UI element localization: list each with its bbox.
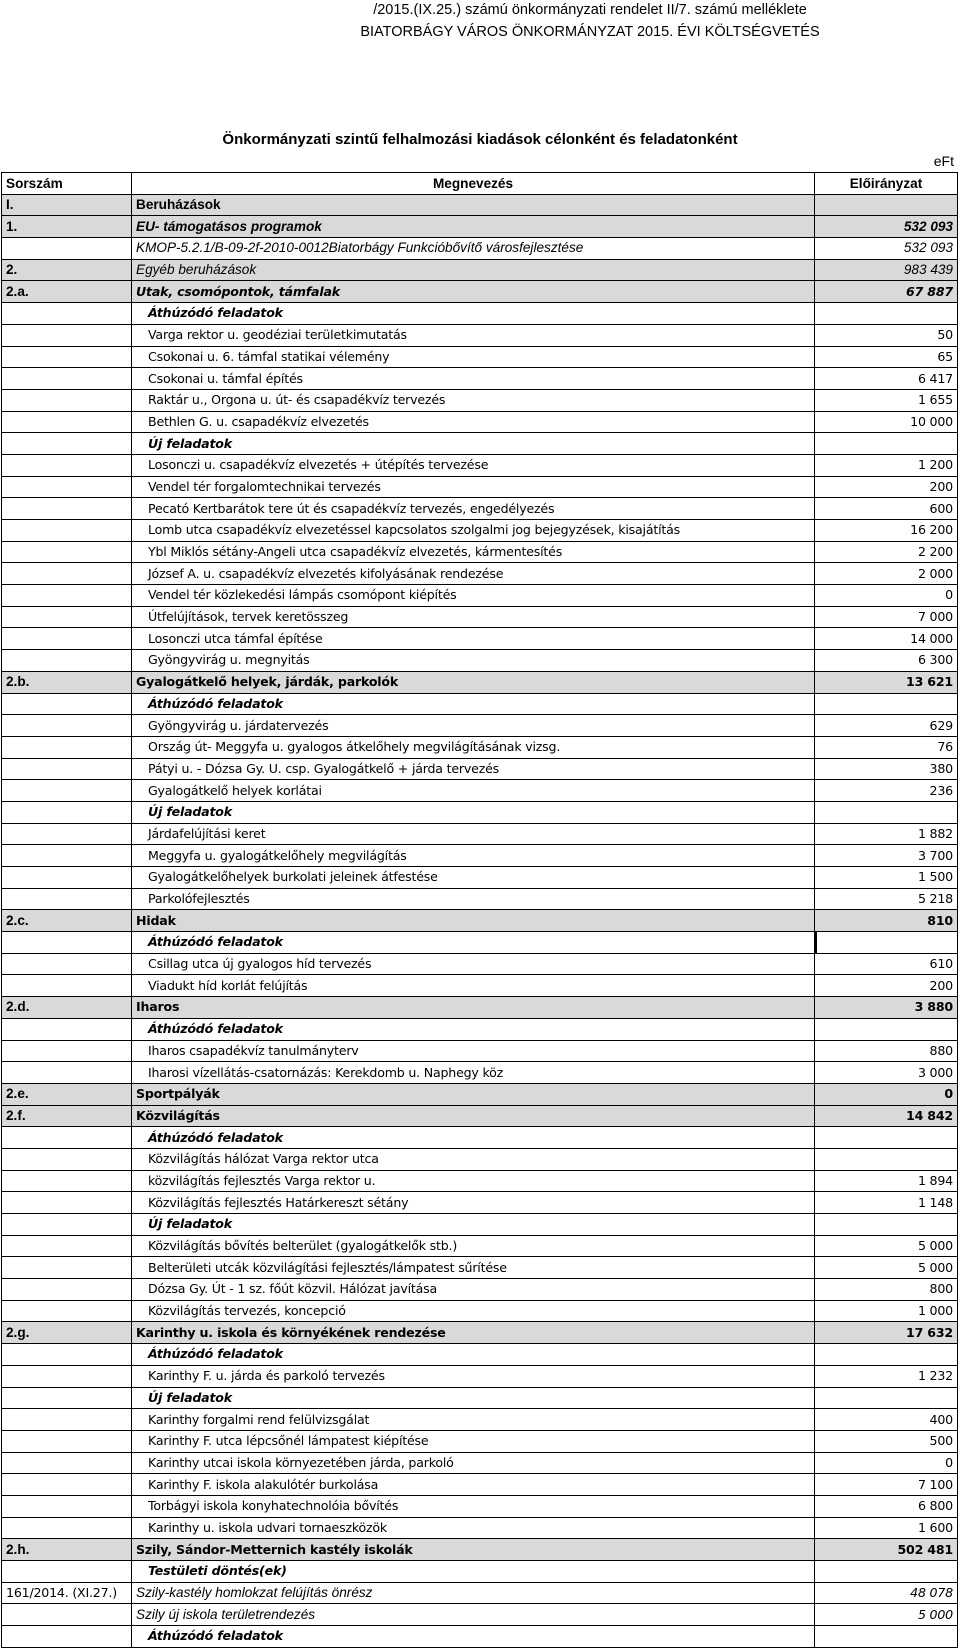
table-row [2, 1582, 958, 1604]
table-row [2, 324, 958, 346]
column-header-code: Sorszám [2, 173, 132, 195]
row-amount [815, 1018, 958, 1040]
row-name: Csillag utca új gyalogos híd tervezés [132, 953, 815, 975]
table-row [2, 867, 958, 889]
row-code: 2.f. [2, 1105, 132, 1127]
row-amount: 532 093 [815, 216, 958, 238]
table-row [2, 541, 958, 563]
table-row [2, 1170, 958, 1192]
table-row [2, 1604, 958, 1626]
row-amount [815, 1561, 958, 1583]
row-amount: 0 [815, 585, 958, 607]
row-name: Hidak [132, 910, 815, 932]
table-row [2, 1365, 958, 1387]
row-amount: 500 [815, 1430, 958, 1452]
row-name: Szily, Sándor-Metternich kastély iskolák [132, 1539, 815, 1561]
header-budget-line: BIATORBÁGY VÁROS ÖNKORMÁNYZAT 2015. ÉVI KÖLTSÉGVETÉS [360, 24, 820, 40]
table-row [2, 1018, 958, 1040]
row-name: Áthúzódó feladatok [132, 303, 815, 325]
table-row [2, 303, 958, 325]
row-code: 161/2014. (XI.27.) [2, 1582, 132, 1604]
row-amount: 600 [815, 498, 958, 520]
row-name: Bethlen G. u. csapadékvíz elvezetés [132, 411, 815, 433]
row-amount: 3 880 [815, 997, 958, 1019]
table-row [2, 1474, 958, 1496]
row-name: Közvilágítás hálózat Varga rektor utca [132, 1148, 815, 1170]
table-row [2, 1127, 958, 1149]
table-row [2, 1062, 958, 1084]
table-row [2, 1409, 958, 1431]
row-amount: 1 200 [815, 454, 958, 476]
table-row [2, 780, 958, 802]
row-amount: 10 000 [815, 411, 958, 433]
row-code: 1. [2, 216, 132, 238]
row-name: Karinthy u. iskola és környékének rendezése [132, 1322, 815, 1344]
table-row [2, 411, 958, 433]
row-code [2, 411, 132, 433]
row-code [2, 541, 132, 563]
row-amount: 67 887 [815, 281, 958, 303]
table-row [2, 693, 958, 715]
cell-border-mark [815, 932, 817, 953]
row-amount: 502 481 [815, 1539, 958, 1561]
row-amount: 1 232 [815, 1365, 958, 1387]
row-amount: 48 078 [815, 1582, 958, 1604]
row-name: Beruházások [132, 194, 815, 216]
row-code [2, 238, 132, 260]
row-amount: 65 [815, 346, 958, 368]
row-code [2, 1018, 132, 1040]
row-code [2, 1430, 132, 1452]
row-name: EU- támogatásos programok [132, 216, 815, 238]
row-amount [815, 801, 958, 823]
table-row [2, 1517, 958, 1539]
row-amount: 6 800 [815, 1495, 958, 1517]
table-row [2, 932, 958, 954]
table-row [2, 1430, 958, 1452]
row-name: József A. u. csapadékvíz elvezetés kifolyásának rendezése [132, 563, 815, 585]
row-name: Útfelújítások, tervek keretösszeg [132, 606, 815, 628]
row-code [2, 953, 132, 975]
row-amount: 1 600 [815, 1517, 958, 1539]
row-name: Pátyi u. - Dózsa Gy. U. csp. Gyalogátkelő + járda tervezés [132, 758, 815, 780]
row-code [2, 1517, 132, 1539]
row-amount [815, 1626, 958, 1648]
row-code [2, 1604, 132, 1626]
row-code [2, 1279, 132, 1301]
row-name: Iharosi vízellátás-csatornázás: Kerekdomb u. Naphegy köz [132, 1062, 815, 1084]
row-code [2, 715, 132, 737]
table-row [2, 801, 958, 823]
table-row [2, 1083, 958, 1105]
row-amount [815, 1387, 958, 1409]
row-code [2, 498, 132, 520]
row-amount [815, 693, 958, 715]
row-code [2, 520, 132, 542]
table-row [2, 216, 958, 238]
table-row [2, 1344, 958, 1366]
row-amount: 2 000 [815, 563, 958, 585]
row-amount: 810 [815, 910, 958, 932]
row-name: Vendel tér közlekedési lámpás csomópont kiépítés [132, 585, 815, 607]
table-row [2, 585, 958, 607]
row-amount: 1 500 [815, 867, 958, 889]
table-header-row [2, 173, 958, 195]
row-name: Szily új iskola területrendezés [132, 1604, 815, 1626]
row-name: Áthúzódó feladatok [132, 693, 815, 715]
row-amount: 800 [815, 1279, 958, 1301]
row-amount [815, 194, 958, 216]
row-name: Áthúzódó feladatok [132, 1626, 815, 1648]
row-code [2, 1148, 132, 1170]
row-amount: 3 700 [815, 845, 958, 867]
table-row [2, 1561, 958, 1583]
row-code: I. [2, 194, 132, 216]
row-code [2, 1300, 132, 1322]
row-code: 2.a. [2, 281, 132, 303]
row-amount: 610 [815, 953, 958, 975]
table-row [2, 650, 958, 672]
row-name: Új feladatok [132, 1387, 815, 1409]
row-code [2, 1409, 132, 1431]
row-amount [815, 932, 958, 954]
row-name: Dózsa Gy. Út - 1 sz. főút közvil. Hálózat javítása [132, 1279, 815, 1301]
row-code [2, 1192, 132, 1214]
column-header-amount: Előirányzat [815, 173, 958, 195]
row-name: Gyalogátkelőhelyek burkolati jeleinek átfestése [132, 867, 815, 889]
row-name: Áthúzódó feladatok [132, 1018, 815, 1040]
row-code [2, 823, 132, 845]
row-amount: 5 218 [815, 888, 958, 910]
table-row [2, 1626, 958, 1648]
row-code [2, 1495, 132, 1517]
row-name: Áthúzódó feladatok [132, 1127, 815, 1149]
table-row [2, 346, 958, 368]
row-name: Ország út- Meggyfa u. gyalogos átkelőhely megvilágításának vizsg. [132, 736, 815, 758]
row-name: Utak, csomópontok, támfalak [132, 281, 815, 303]
row-code [2, 932, 132, 954]
row-code [2, 1344, 132, 1366]
row-code [2, 758, 132, 780]
row-code: 2.g. [2, 1322, 132, 1344]
table-row [2, 1452, 958, 1474]
row-name: Karinthy u. iskola udvari tornaeszközök [132, 1517, 815, 1539]
row-name: Vendel tér forgalomtechnikai tervezés [132, 476, 815, 498]
row-code [2, 736, 132, 758]
table-row [2, 628, 958, 650]
row-code [2, 801, 132, 823]
row-name: Közvilágítás tervezés, koncepció [132, 1300, 815, 1322]
row-amount: 1 000 [815, 1300, 958, 1322]
row-name: Csokonai u. támfal építés [132, 368, 815, 390]
row-amount: 0 [815, 1452, 958, 1474]
row-code [2, 1062, 132, 1084]
table-body [2, 194, 958, 1647]
row-code [2, 650, 132, 672]
row-amount: 14 842 [815, 1105, 958, 1127]
row-name: Belterületi utcák közvilágítási fejlesztés/lámpatest sűrítése [132, 1257, 815, 1279]
table-row [2, 1148, 958, 1170]
table-row [2, 606, 958, 628]
row-code: 2.c. [2, 910, 132, 932]
row-amount: 5 000 [815, 1257, 958, 1279]
row-amount: 76 [815, 736, 958, 758]
row-code [2, 1257, 132, 1279]
row-amount: 983 439 [815, 259, 958, 281]
row-name: Iharos [132, 997, 815, 1019]
row-code [2, 1452, 132, 1474]
row-code [2, 389, 132, 411]
row-amount: 5 000 [815, 1235, 958, 1257]
table-row [2, 910, 958, 932]
table-row [2, 1192, 958, 1214]
row-name: Áthúzódó feladatok [132, 1344, 815, 1366]
row-code [2, 606, 132, 628]
table-row [2, 671, 958, 693]
row-amount [815, 303, 958, 325]
table-row [2, 997, 958, 1019]
table-row [2, 975, 958, 997]
row-amount: 200 [815, 975, 958, 997]
row-name: Parkolófejlesztés [132, 888, 815, 910]
table-row [2, 454, 958, 476]
row-code [2, 585, 132, 607]
column-header-name: Megnevezés [132, 173, 815, 195]
row-name: Új feladatok [132, 801, 815, 823]
row-code [2, 1127, 132, 1149]
row-code [2, 780, 132, 802]
row-code [2, 845, 132, 867]
row-code: 2.h. [2, 1539, 132, 1561]
table-row [2, 1300, 958, 1322]
row-code [2, 888, 132, 910]
table-row [2, 238, 958, 260]
table-row [2, 433, 958, 455]
row-name: KMOP-5.2.1/B-09-2f-2010-0012Biatorbágy Funkcióbővítő városfejlesztése [132, 238, 815, 260]
row-name: Karinthy F. utca lépcsőnél lámpatest kiépítése [132, 1430, 815, 1452]
row-name: Közvilágítás bővítés belterület (gyalogátkelők stb.) [132, 1235, 815, 1257]
row-name: Új feladatok [132, 433, 815, 455]
row-code [2, 1561, 132, 1583]
row-code [2, 1474, 132, 1496]
row-code [2, 1214, 132, 1236]
row-name: Testületi döntés(ek) [132, 1561, 815, 1583]
row-code: 2.d. [2, 997, 132, 1019]
row-code [2, 1170, 132, 1192]
row-amount: 16 200 [815, 520, 958, 542]
table-row [2, 1322, 958, 1344]
row-name: Karinthy forgalmi rend felülvizsgálat [132, 1409, 815, 1431]
row-name: Karinthy F. u. járda és parkoló tervezés [132, 1365, 815, 1387]
row-code [2, 563, 132, 585]
row-name: Losonczi u. csapadékvíz elvezetés + útépítés tervezése [132, 454, 815, 476]
table-row [2, 845, 958, 867]
row-code [2, 867, 132, 889]
table-row [2, 1214, 958, 1236]
row-amount: 7 100 [815, 1474, 958, 1496]
budget-table [1, 172, 958, 1648]
row-code [2, 368, 132, 390]
row-name: Lomb utca csapadékvíz elvezetéssel kapcsolatos szolgalmi jog bejegyzések, kisajátítás [132, 520, 815, 542]
row-amount [815, 1214, 958, 1236]
table-row [2, 520, 958, 542]
row-amount: 17 632 [815, 1322, 958, 1344]
row-code: 2. [2, 259, 132, 281]
row-name: Torbágyi iskola konyhatechnolóia bővítés [132, 1495, 815, 1517]
row-name: Közvilágítás fejlesztés Határkereszt sétány [132, 1192, 815, 1214]
table-row [2, 563, 958, 585]
row-amount: 13 621 [815, 671, 958, 693]
row-amount: 7 000 [815, 606, 958, 628]
row-amount: 880 [815, 1040, 958, 1062]
row-amount: 380 [815, 758, 958, 780]
row-code [2, 1626, 132, 1648]
row-amount [815, 433, 958, 455]
row-code [2, 433, 132, 455]
row-name: Iharos csapadékvíz tanulmányterv [132, 1040, 815, 1062]
table-row [2, 1257, 958, 1279]
row-name: Gyöngyvirág u. járdatervezés [132, 715, 815, 737]
row-name: Csokonai u. 6. támfal statikai vélemény [132, 346, 815, 368]
row-name: Új feladatok [132, 1214, 815, 1236]
row-name: Pecató Kertbarátok tere út és csapadékvíz tervezés, engedélyezés [132, 498, 815, 520]
table-row [2, 715, 958, 737]
row-code [2, 1235, 132, 1257]
row-amount: 1 148 [815, 1192, 958, 1214]
row-code [2, 1040, 132, 1062]
table-row [2, 1279, 958, 1301]
row-amount: 200 [815, 476, 958, 498]
row-amount: 2 200 [815, 541, 958, 563]
row-amount: 1 882 [815, 823, 958, 845]
table-row [2, 758, 958, 780]
row-name: Sportpályák [132, 1083, 815, 1105]
row-amount: 400 [815, 1409, 958, 1431]
row-amount: 6 417 [815, 368, 958, 390]
row-code: 2.b. [2, 671, 132, 693]
table-row [2, 1539, 958, 1561]
page-title: Önkormányzati szintű felhalmozási kiadások célonként és feladatonként [222, 131, 738, 148]
row-amount: 0 [815, 1083, 958, 1105]
table-row [2, 888, 958, 910]
row-amount [815, 1344, 958, 1366]
table-row [2, 389, 958, 411]
table-row [2, 281, 958, 303]
table-row [2, 498, 958, 520]
row-code [2, 1365, 132, 1387]
row-name: Meggyfa u. gyalogátkelőhely megvilágítás [132, 845, 815, 867]
row-code [2, 454, 132, 476]
row-name: Áthúzódó feladatok [132, 932, 815, 954]
row-code [2, 1387, 132, 1409]
row-name: közvilágítás fejlesztés Varga rektor u. [132, 1170, 815, 1192]
row-code: 2.e. [2, 1083, 132, 1105]
table-row [2, 259, 958, 281]
row-name: Losonczi utca támfal építése [132, 628, 815, 650]
table-row [2, 953, 958, 975]
row-code [2, 975, 132, 997]
unit-label: eFt [933, 153, 954, 169]
table-row [2, 368, 958, 390]
row-code [2, 324, 132, 346]
row-name: Raktár u., Orgona u. út- és csapadékvíz tervezés [132, 389, 815, 411]
table-row [2, 1235, 958, 1257]
row-name: Viadukt híd korlát felújítás [132, 975, 815, 997]
row-amount: 1 894 [815, 1170, 958, 1192]
table-row [2, 1495, 958, 1517]
row-code [2, 693, 132, 715]
table-row [2, 1387, 958, 1409]
row-name: Közvilágítás [132, 1105, 815, 1127]
row-amount: 1 655 [815, 389, 958, 411]
row-name: Járdafelújítási keret [132, 823, 815, 845]
row-amount: 5 000 [815, 1604, 958, 1626]
row-amount: 6 300 [815, 650, 958, 672]
row-code [2, 476, 132, 498]
row-name: Szily-kastély homlokzat felújítás önrész [132, 1582, 815, 1604]
row-amount: 3 000 [815, 1062, 958, 1084]
row-name: Gyalogátkelő helyek, járdák, parkolók [132, 671, 815, 693]
row-name: Varga rektor u. geodéziai területkimutatás [132, 324, 815, 346]
row-amount: 629 [815, 715, 958, 737]
row-code [2, 303, 132, 325]
row-amount: 236 [815, 780, 958, 802]
row-amount: 50 [815, 324, 958, 346]
row-name: Gyalogátkelő helyek korlátai [132, 780, 815, 802]
row-amount [815, 1127, 958, 1149]
table-row [2, 194, 958, 216]
table-row [2, 736, 958, 758]
row-name: Egyéb beruházások [132, 259, 815, 281]
row-name: Karinthy utcai iskola környezetében járda, parkoló [132, 1452, 815, 1474]
row-name: Gyöngyvirág u. megnyitás [132, 650, 815, 672]
table-row [2, 823, 958, 845]
row-amount: 532 093 [815, 238, 958, 260]
header-decree-line: /2015.(IX.25.) számú önkormányzati rendelet II/7. számú melléklete [373, 2, 807, 18]
table-row [2, 1105, 958, 1127]
row-amount: 14 000 [815, 628, 958, 650]
row-code [2, 346, 132, 368]
row-amount [815, 1148, 958, 1170]
row-name: Ybl Miklós sétány-Angeli utca csapadékvíz elvezetés, kármentesítés [132, 541, 815, 563]
table-row [2, 1040, 958, 1062]
row-code [2, 628, 132, 650]
row-name: Karinthy F. iskola alakulótér burkolása [132, 1474, 815, 1496]
table-row [2, 476, 958, 498]
